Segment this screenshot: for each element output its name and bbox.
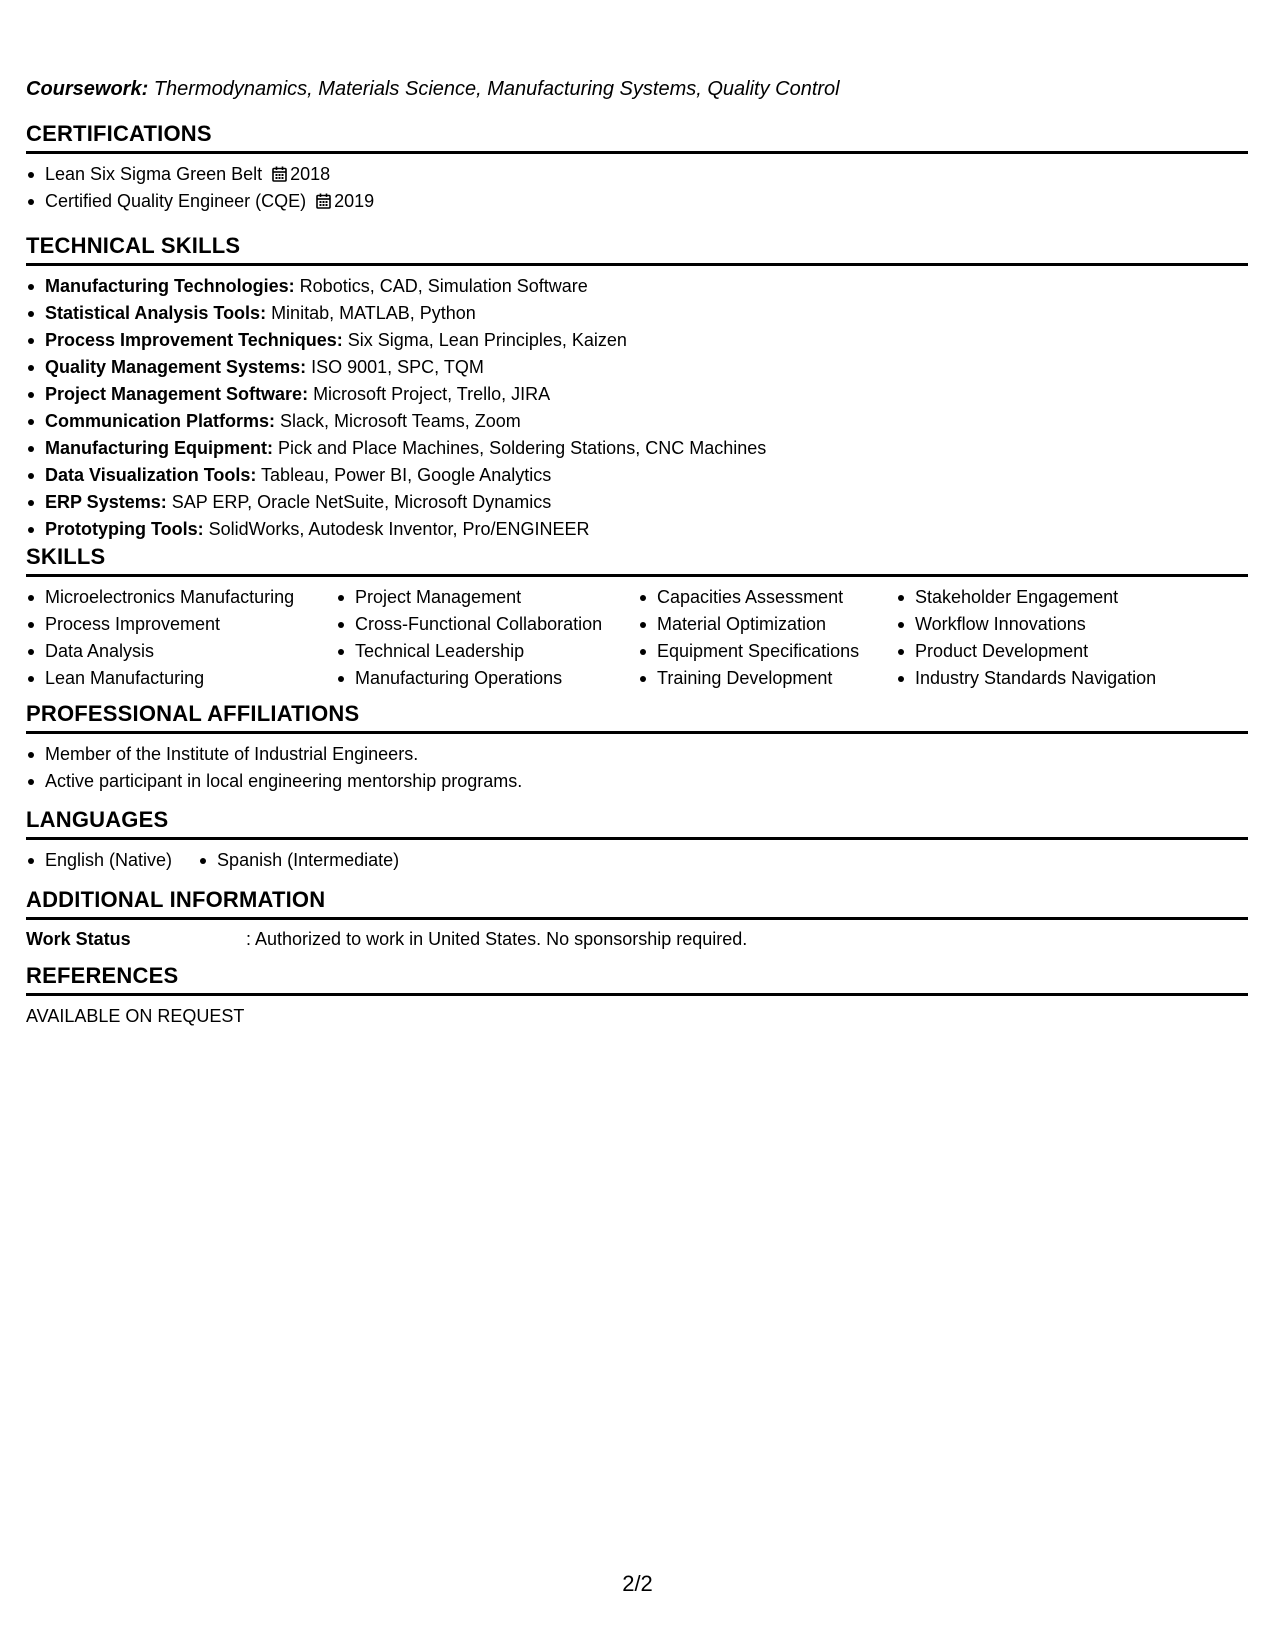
affiliations-section [26, 700, 1248, 795]
list-item [26, 300, 1248, 327]
certification-year: 2018 [290, 164, 331, 184]
skills-column [336, 584, 638, 692]
list-item: Product Development [896, 638, 1196, 665]
list-item [26, 408, 1248, 435]
certification-name: Certified Quality Engineer (CQE) [45, 191, 307, 211]
skill-values: Six Sigma, Lean Principles, Kaizen [342, 330, 627, 350]
list-item [26, 327, 1248, 354]
references-text: AVAILABLE ON REQUEST [26, 1006, 245, 1026]
skill-values: Microsoft Project, Trello, JIRA [308, 384, 551, 404]
list-item [26, 188, 1248, 215]
list-item: Equipment Specifications [638, 638, 896, 665]
list-item: Project Management [336, 584, 638, 611]
additional-info-section [26, 886, 1248, 952]
list-item: Spanish (Intermediate) [198, 847, 399, 874]
list-item: Technical Leadership [336, 638, 638, 665]
skill-category: Data Visualization Tools: [45, 465, 257, 485]
calendar-icon [316, 193, 331, 209]
work-status-label: Work Status [26, 929, 131, 949]
certification-year: 2019 [334, 191, 375, 211]
references-section [26, 962, 1248, 1029]
skill-values: Slack, Microsoft Teams, Zoom [275, 411, 521, 431]
list-item: Stakeholder Engagement [896, 584, 1196, 611]
list-item [26, 273, 1248, 300]
section-title: SKILLS [26, 543, 1248, 577]
languages-list [26, 847, 1248, 874]
coursework-label: Coursework: [26, 78, 149, 100]
languages-section [26, 806, 1248, 874]
skill-values: Robotics, CAD, Simulation Software [294, 276, 588, 296]
technical-skills-list [26, 273, 1248, 543]
list-item: Data Analysis [26, 638, 336, 665]
list-item: Active participant in local engineering mentorship programs. [26, 768, 1248, 795]
list-item: English (Native) [26, 847, 172, 874]
skills-grid [26, 584, 1248, 692]
skills-column [638, 584, 896, 692]
skills-column [896, 584, 1196, 692]
skill-category: Quality Management Systems: [45, 357, 307, 377]
skill-category: Project Management Software: [45, 384, 309, 404]
list-item [26, 161, 1248, 188]
skills-section [26, 543, 1248, 692]
list-item: Workflow Innovations [896, 611, 1196, 638]
list-item: Manufacturing Operations [336, 665, 638, 692]
list-item: Material Optimization [638, 611, 896, 638]
skill-values: Minitab, MATLAB, Python [266, 303, 476, 323]
list-item [26, 381, 1248, 408]
list-item [26, 489, 1248, 516]
list-item [26, 516, 1248, 543]
skills-column [26, 584, 336, 692]
section-title: PROFESSIONAL AFFILIATIONS [26, 700, 1248, 734]
skill-values: SAP ERP, Oracle NetSuite, Microsoft Dynamics [166, 492, 552, 512]
certifications-section [26, 120, 1248, 215]
list-item [26, 354, 1248, 381]
skill-category: Statistical Analysis Tools: [45, 303, 267, 323]
section-title: TECHNICAL SKILLS [26, 232, 1248, 266]
calendar-icon [272, 166, 287, 182]
list-item: Industry Standards Navigation [896, 665, 1196, 692]
skill-category: Prototyping Tools: [45, 519, 204, 539]
list-item: Member of the Institute of Industrial Engineers. [26, 741, 1248, 768]
skill-values: Pick and Place Machines, Soldering Stations, CNC Machines [273, 438, 767, 458]
skill-category: Manufacturing Technologies: [45, 276, 295, 296]
section-title: REFERENCES [26, 962, 1248, 996]
affiliations-list [26, 741, 1248, 795]
list-item: Capacities Assessment [638, 584, 896, 611]
list-item [26, 435, 1248, 462]
list-item: Cross-Functional Collaboration [336, 611, 638, 638]
skill-category: Manufacturing Equipment: [45, 438, 273, 458]
section-title: CERTIFICATIONS [26, 120, 1248, 154]
certification-name: Lean Six Sigma Green Belt [45, 164, 263, 184]
skill-category: Communication Platforms: [45, 411, 276, 431]
coursework-text: Thermodynamics, Materials Science, Manufacturing Systems, Quality Control [148, 78, 840, 100]
list-item: Microelectronics Manufacturing [26, 584, 336, 611]
section-title: ADDITIONAL INFORMATION [26, 886, 1248, 920]
page-number: 2/2 [622, 1571, 653, 1596]
skill-values: SolidWorks, Autodesk Inventor, Pro/ENGINEER [203, 519, 590, 539]
skill-category: ERP Systems: [45, 492, 167, 512]
skill-values: ISO 9001, SPC, TQM [306, 357, 484, 377]
section-title: LANGUAGES [26, 806, 1248, 840]
certifications-list [26, 161, 1248, 215]
skill-values: Tableau, Power BI, Google Analytics [256, 465, 552, 485]
list-item [26, 462, 1248, 489]
list-item: Training Development [638, 665, 896, 692]
list-item: Lean Manufacturing [26, 665, 336, 692]
coursework-line [26, 78, 840, 101]
list-item: Process Improvement [26, 611, 336, 638]
work-status-value: : Authorized to work in United States. No sponsorship required. [246, 929, 748, 949]
work-status-row [26, 926, 1248, 952]
skill-category: Process Improvement Techniques: [45, 330, 343, 350]
technical-skills-section [26, 232, 1248, 543]
